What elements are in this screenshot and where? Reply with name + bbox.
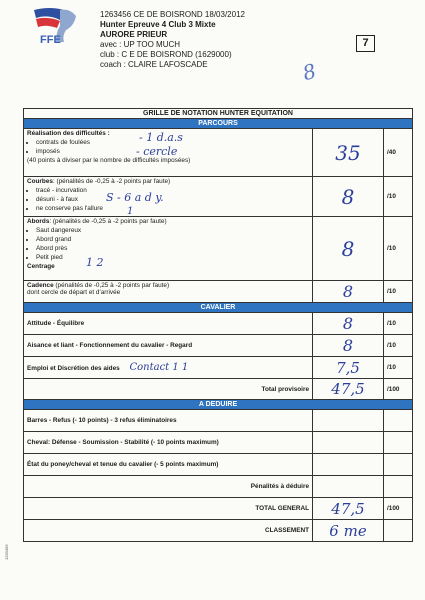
number-box (356, 35, 375, 52)
handwritten-abords: 1 2 (86, 256, 104, 269)
abords-item: • Abord près (36, 245, 309, 252)
max-difficultes: /40 (384, 129, 413, 177)
cheval-label: Cheval: Défense - Soumission - Stabilité (- 10 points maximum) (24, 432, 313, 454)
handwritten-courbes: S - 6 a d y. (106, 191, 164, 204)
header-line1: 1263456 CE DE BOISROND 18/03/2012 (100, 10, 245, 19)
etat-label: État du poney/cheval et tenue du cavalier (- 5 points maximum) (24, 454, 313, 476)
max-cheval (384, 432, 413, 454)
max-aisance: /10 (384, 335, 413, 357)
courbes-title: Courbes (27, 178, 53, 185)
cadence-cell (24, 281, 313, 303)
abords-extra: Centrage (27, 263, 55, 270)
score-penalites (313, 476, 384, 498)
courbes-item: • désuni - à faux (36, 196, 309, 203)
max-classement (384, 520, 413, 542)
score-abords: 8 (313, 217, 384, 281)
courbes-item: • ne conserve pas l'allure (36, 205, 309, 212)
score-classement: 6 me (313, 520, 384, 542)
max-courbes: /10 (384, 177, 413, 217)
max-attitude: /10 (384, 313, 413, 335)
max-cadence: /10 (384, 281, 413, 303)
penalites-label: Pénalités à déduire (24, 476, 313, 498)
score-total-general: 47,5 (313, 498, 384, 520)
courbes-cell (24, 177, 313, 217)
barres-label: Barres - Refus (- 10 points) - 3 refus éliminatoires (24, 410, 313, 432)
max-etat (384, 454, 413, 476)
horse-name: avec : UP TOO MUCH (100, 40, 181, 49)
abords-item: • Abord grand (36, 236, 309, 243)
score-barres (313, 410, 384, 432)
ffe-logo (30, 6, 82, 50)
max-barres (384, 410, 413, 432)
max-penalites (384, 476, 413, 498)
aisance-label: Aisance et liant - Fonctionnement du cavalier - Regard (24, 335, 313, 357)
score-total-provisoire: 47,5 (313, 379, 384, 400)
max-abords: /10 (384, 217, 413, 281)
courbes-item: • tracé - incurvation (36, 187, 309, 194)
classement-label: CLASSEMENT (24, 520, 313, 542)
difficultes-item: • contrats de foulées (36, 139, 309, 146)
number-box-value: 7 (362, 37, 369, 49)
abords-item: • Petit pied (36, 254, 309, 261)
band-parcours: PARCOURS (24, 119, 413, 129)
abords-penalty: : (pénalités de -0,25 à -2 points par faute) (49, 218, 167, 225)
logo-text: FFE (40, 34, 61, 46)
score-difficultes: 35 (313, 129, 384, 177)
attitude-label: Attitude - Équilibre (24, 313, 313, 335)
header-info (100, 10, 245, 70)
max-total-provisoire: /100 (384, 379, 413, 400)
score-cadence: 8 (313, 281, 384, 303)
max-total-general: /100 (384, 498, 413, 520)
emploi-cell (24, 357, 313, 379)
max-emploi: /10 (384, 357, 413, 379)
band-a-deduire: A DEDUIRE (24, 400, 413, 410)
score-emploi: 7,5 (313, 357, 384, 379)
cadence-penalty: (pénalités de -0,25 à -2 points par faute) (55, 282, 170, 289)
difficultes-item: • imposés (36, 148, 309, 155)
abords-item: • Saut dangereux (36, 227, 309, 234)
rider-name: AURORE PRIEUR (100, 30, 168, 39)
handwritten-emploi: Contact 1 1 (129, 362, 189, 373)
abords-cell (24, 217, 313, 281)
abords-title: Abords (27, 218, 50, 225)
grading-grid (23, 108, 413, 542)
coach-name: coach : CLAIRE LAFOSCADE (100, 60, 208, 69)
handwritten-difficulte-1: - 1 d.a.s (139, 131, 183, 144)
club-name: club : C E DE BOISROND (1629000) (100, 50, 232, 59)
footer-code: 1263456 (4, 544, 9, 560)
handwritten-courbes-count: 1 (127, 206, 134, 217)
header-line2: Hunter Epreuve 4 Club 3 Mixte (100, 20, 216, 29)
cadence-sub: dont cercle de départ et d'arrivée (27, 289, 121, 296)
difficultes-note: (40 points à diviser par le nombre de difficultés imposées) (27, 157, 191, 164)
difficultes-title: Réalisation des difficultés : (27, 130, 110, 137)
total-provisoire-label: Total provisoire (24, 379, 313, 400)
grid-title: GRILLE DE NOTATION HUNTER EQUITATION (24, 109, 413, 119)
handwritten-mark: 8 (300, 58, 319, 86)
total-general-label: TOTAL GENERAL (24, 498, 313, 520)
score-aisance: 8 (313, 335, 384, 357)
handwritten-difficulte-2: - cercle (136, 145, 178, 158)
difficultes-cell (24, 129, 313, 177)
emploi-label: Emploi et Discrétion des aides (27, 365, 120, 372)
cadence-title: Cadence (27, 282, 54, 289)
score-courbes: 8 (313, 177, 384, 217)
score-cheval (313, 432, 384, 454)
score-etat (313, 454, 384, 476)
band-cavalier: CAVALIER (24, 303, 413, 313)
courbes-penalty: : (pénalités de -0,25 à -2 points par faute) (52, 178, 171, 185)
score-attitude: 8 (313, 313, 384, 335)
